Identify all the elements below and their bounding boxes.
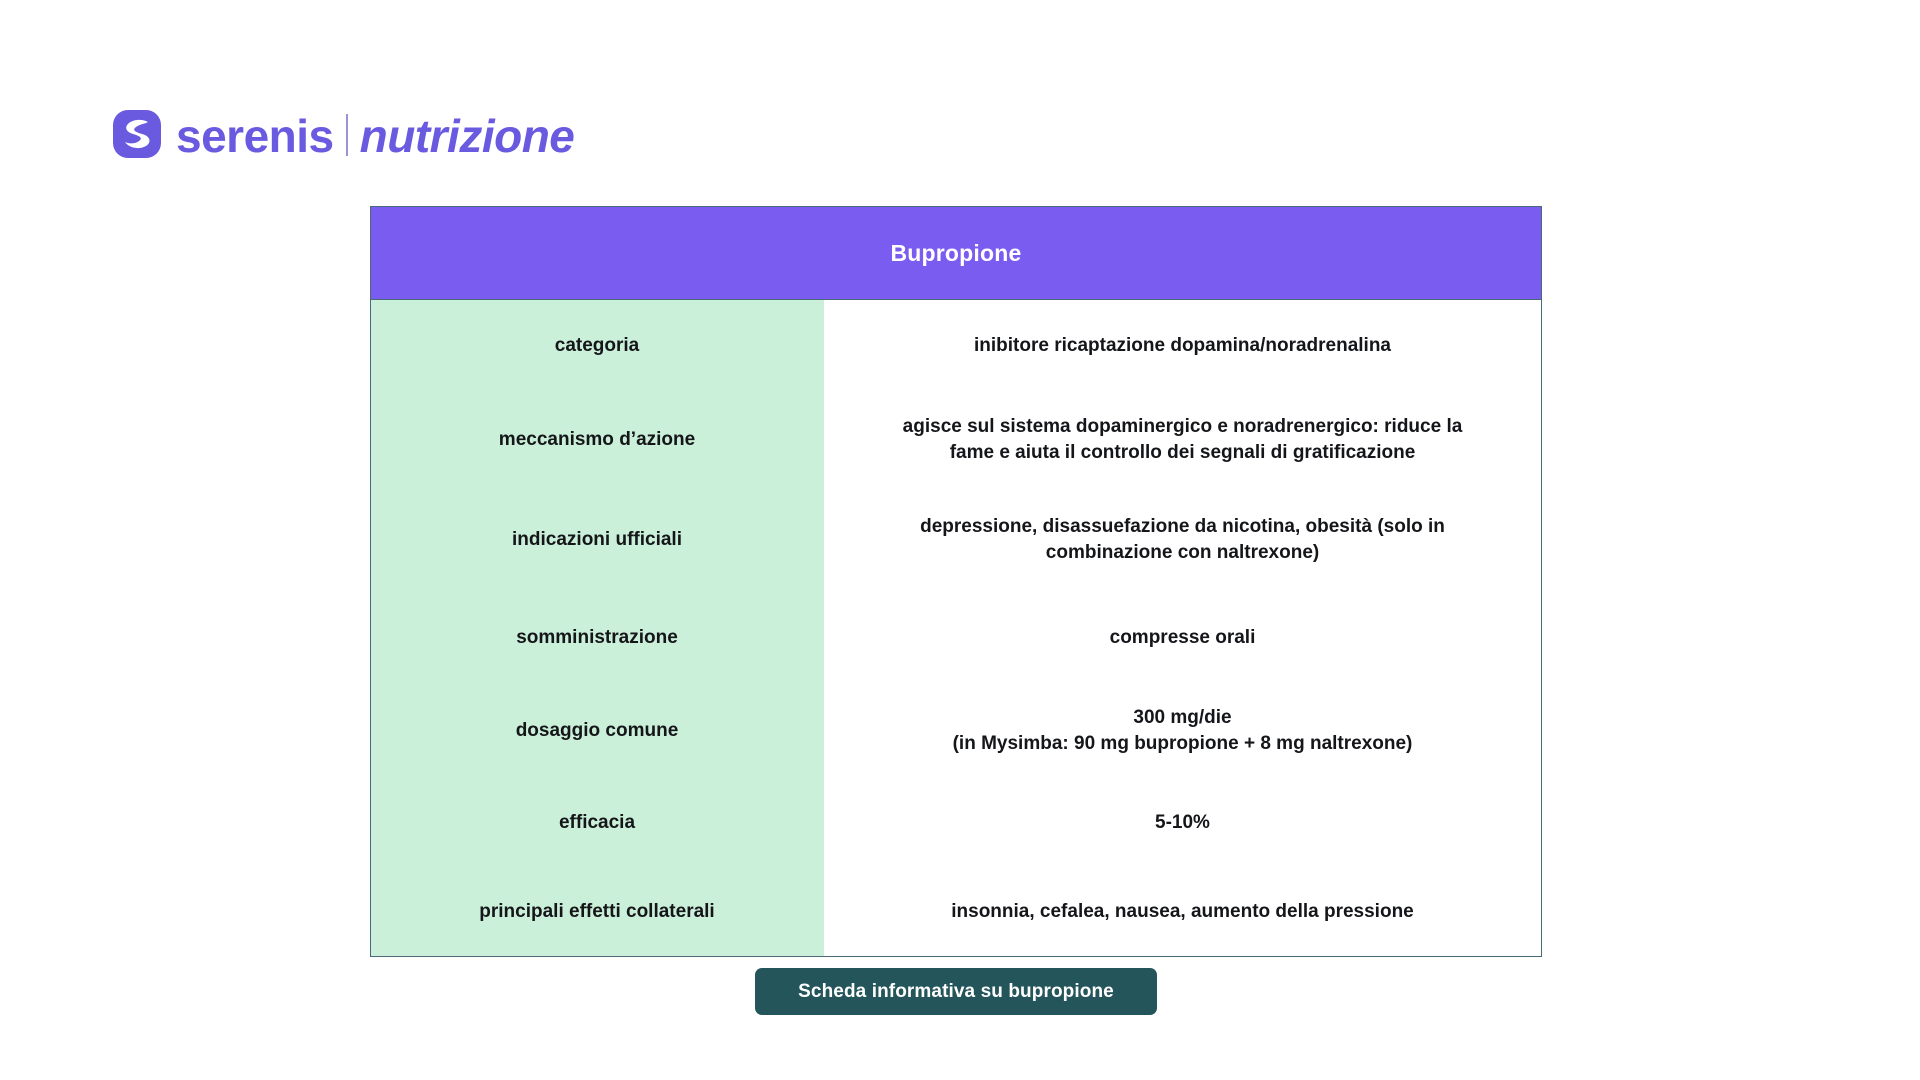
label-column bbox=[371, 300, 824, 956]
value-line: fame e aiuta il controllo dei segnali di gratificazione bbox=[949, 442, 1416, 463]
value-line: depressione, disassuefazione da nicotina, obesità (solo in bbox=[920, 516, 1445, 538]
table-row-label: dosaggio comune bbox=[515, 720, 679, 742]
table-header bbox=[371, 207, 1541, 300]
table-row-value bbox=[824, 392, 1541, 488]
brand-logo bbox=[112, 103, 574, 165]
table-row-label: categoria bbox=[554, 335, 640, 357]
value-line: (in Mysimba: 90 mg bupropione + 8 mg naltrexone) bbox=[952, 733, 1413, 754]
table-row-label: principali effetti collaterali bbox=[479, 901, 715, 923]
brand-separator bbox=[346, 114, 348, 156]
value-line: inibitore ricaptazione dopamina/noradrenalina bbox=[973, 335, 1392, 357]
value-line: insonnia, cefalea, nausea, aumento della pressione bbox=[951, 901, 1414, 923]
brand-name: serenis bbox=[176, 109, 334, 162]
value-line: agisce sul sistema dopaminergico e noradrenergico: riduce la bbox=[902, 416, 1463, 438]
table-row-value bbox=[824, 778, 1541, 868]
table-body bbox=[371, 300, 1541, 956]
table-row-label: efficacia bbox=[558, 812, 636, 834]
value-line: 5-10% bbox=[1155, 812, 1210, 834]
value-line: 300 mg/die bbox=[1133, 707, 1232, 729]
table-title: Bupropione bbox=[890, 239, 1022, 266]
table-row-label: somministrazione bbox=[516, 627, 678, 649]
value-line: compresse orali bbox=[1109, 627, 1256, 649]
table-row-value bbox=[824, 488, 1541, 592]
value-column bbox=[824, 300, 1541, 956]
table-row-value bbox=[824, 300, 1541, 392]
table-row-value bbox=[824, 592, 1541, 684]
table-row-value bbox=[824, 868, 1541, 956]
table-row-value bbox=[824, 684, 1541, 778]
brand-product: nutrizione bbox=[359, 109, 575, 162]
value-line: combinazione con naltrexone) bbox=[1045, 542, 1320, 563]
table-row-label: meccanismo d’azione bbox=[498, 429, 696, 451]
table-row-label: indicazioni ufficiali bbox=[512, 529, 682, 551]
brand-wordmark bbox=[176, 109, 575, 162]
drug-info-table bbox=[370, 206, 1542, 957]
info-sheet-button[interactable]: Scheda informativa su bupropione bbox=[755, 968, 1157, 1015]
serenis-s-mark-icon bbox=[112, 109, 162, 159]
